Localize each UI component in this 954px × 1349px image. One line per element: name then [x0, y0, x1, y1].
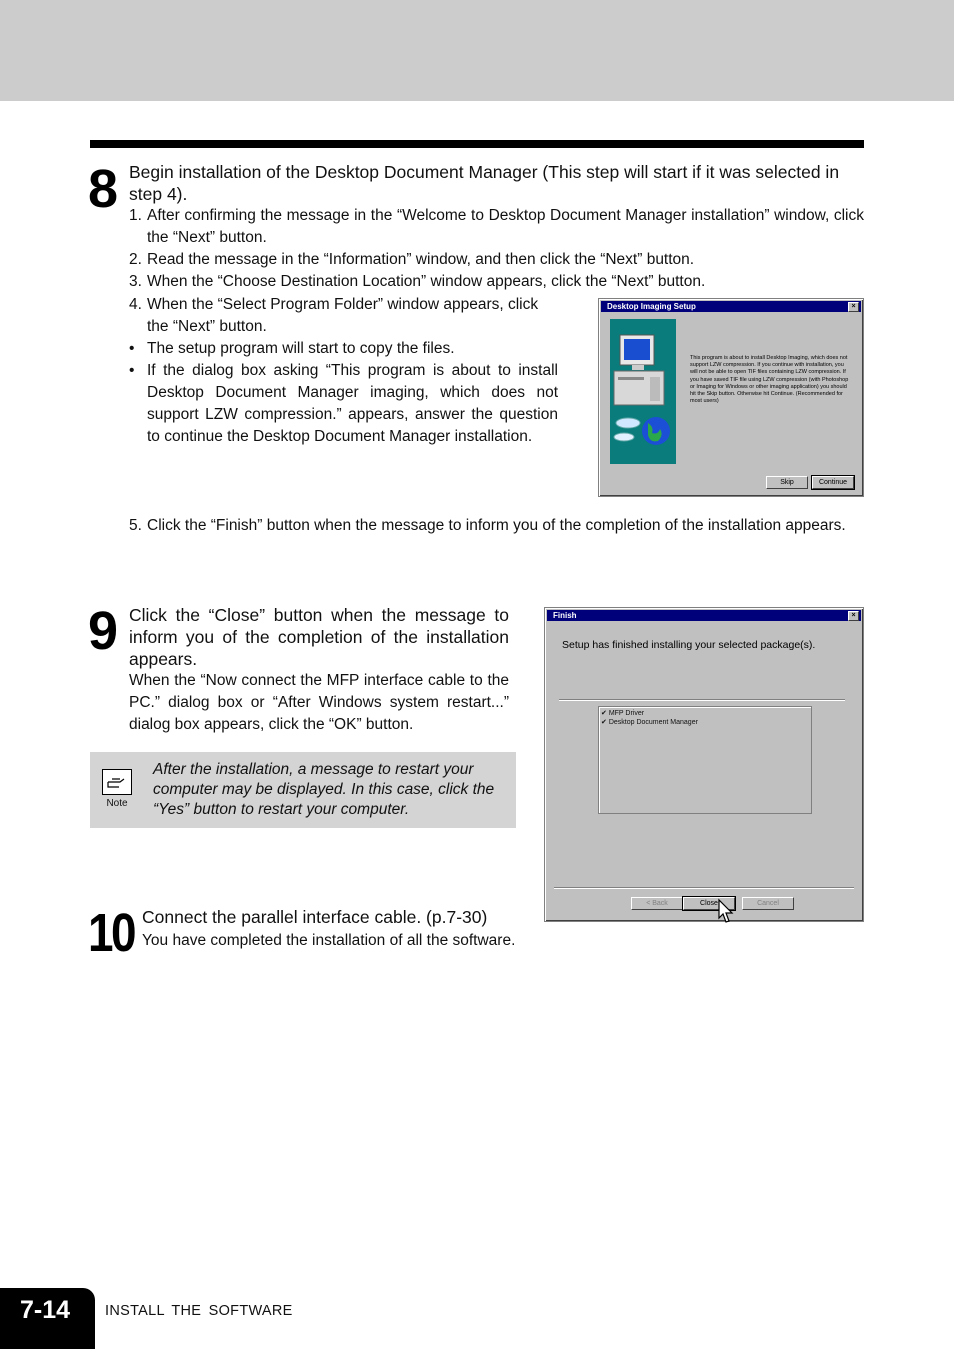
- dialog-title: Finish: [553, 611, 577, 620]
- item-text: Read the message in the “Information” window, and then click the “Next” button.: [147, 251, 695, 268]
- item-text: If the dialog box asking “This program is about to install Desktop Document Manager imaging, which does not support LZW compression.” appears, answer the question to continue the Desktop Document Manager installation.: [147, 362, 558, 445]
- section-name: INSTALL THE SOFTWARE: [105, 1303, 293, 1319]
- separator: [559, 699, 845, 701]
- item-number: 3.: [129, 273, 142, 290]
- dialog-titlebar: [547, 610, 861, 621]
- section-rule: [90, 140, 864, 148]
- item-number: 2.: [129, 251, 142, 268]
- item-number: 5.: [129, 517, 142, 534]
- checkmark-icon: ✔: [601, 719, 607, 726]
- step-10-heading: Connect the parallel interface cable. (p.7-30): [142, 907, 488, 927]
- separator: [554, 887, 854, 889]
- back-button[interactable]: < Back: [631, 897, 683, 910]
- cancel-button[interactable]: Cancel: [742, 897, 794, 910]
- page-number-tab: [0, 1288, 95, 1349]
- step-10-body: You have completed the installation of all the software.: [142, 932, 516, 949]
- bullet: •: [129, 362, 135, 379]
- setup-illustration: [610, 319, 676, 464]
- step-10-number: 10: [88, 903, 134, 963]
- close-button[interactable]: Close: [683, 897, 735, 910]
- note-box: [90, 752, 516, 828]
- note-text: After the installation, a message to restart your computer may be displayed. In this case, click the “Yes” button to restart your computer.: [153, 761, 495, 818]
- computer-globe-icon: [610, 319, 676, 464]
- close-icon[interactable]: ×: [848, 302, 859, 312]
- dialog-title: Desktop Imaging Setup: [607, 302, 696, 311]
- desktop-imaging-setup-dialog: [598, 298, 864, 497]
- close-icon[interactable]: ×: [848, 611, 859, 621]
- finish-message: Setup has finished installing your selected package(s).: [562, 639, 816, 651]
- item-number: 4.: [129, 296, 142, 313]
- package-list: [598, 706, 812, 814]
- package-label: MFP Driver: [608, 710, 645, 717]
- step-9-number: 9: [88, 601, 119, 661]
- package-item[interactable]: [601, 718, 698, 727]
- item-text: When the “Choose Destination Location” window appears, click the “Next” button.: [147, 273, 706, 290]
- header-band: [0, 0, 954, 101]
- checkmark-icon: ✔: [601, 710, 607, 717]
- page-number: 7-14: [20, 1296, 71, 1324]
- item-text: When the “Select Program Folder” window appears, click the “Next” button.: [147, 296, 539, 335]
- mouse-cursor-icon: [717, 898, 737, 926]
- package-label: Desktop Document Manager: [608, 719, 698, 726]
- bullet: •: [129, 340, 135, 357]
- dialog-titlebar: [601, 301, 861, 312]
- finish-dialog: [544, 607, 864, 922]
- setup-message: This program is about to install Desktop Imaging, which does not support LZW compression. If you continue with installation, you will not be able to open TIF files containing LZW compression. If you have saved TIF file using LZW compression (with Photoshop or Imaging for Windows or other imaging application) you should hit the Skip button. Otherwise hit Continue. (Recommended for most users): [690, 355, 849, 405]
- package-item[interactable]: [601, 709, 644, 718]
- step-8-number: 8: [88, 159, 119, 219]
- item-text: Click the “Finish” button when the message to inform you of the completion of the installation appears.: [147, 517, 846, 534]
- step-9-heading: Click the “Close” button when the message to inform you of the completion of the installation appears.: [129, 605, 509, 669]
- note-label: Note: [106, 798, 128, 809]
- step-9-body: When the “Now connect the MFP interface cable to the PC.” dialog box or “After Windows system restart...” dialog box appears, click the “OK” button.: [129, 672, 509, 733]
- pointing-hand-icon: [102, 769, 132, 795]
- skip-button[interactable]: Skip: [766, 476, 808, 489]
- item-text: The setup program will start to copy the files.: [147, 340, 455, 357]
- item-text: After confirming the message in the “Welcome to Desktop Document Manager installation” window, click the “Next” button.: [147, 207, 864, 246]
- item-number: 1.: [129, 207, 142, 224]
- continue-button[interactable]: Continue: [812, 476, 854, 489]
- step-8-heading: Begin installation of the Desktop Document Manager (This step will start if it was selected in step 4).: [129, 162, 840, 204]
